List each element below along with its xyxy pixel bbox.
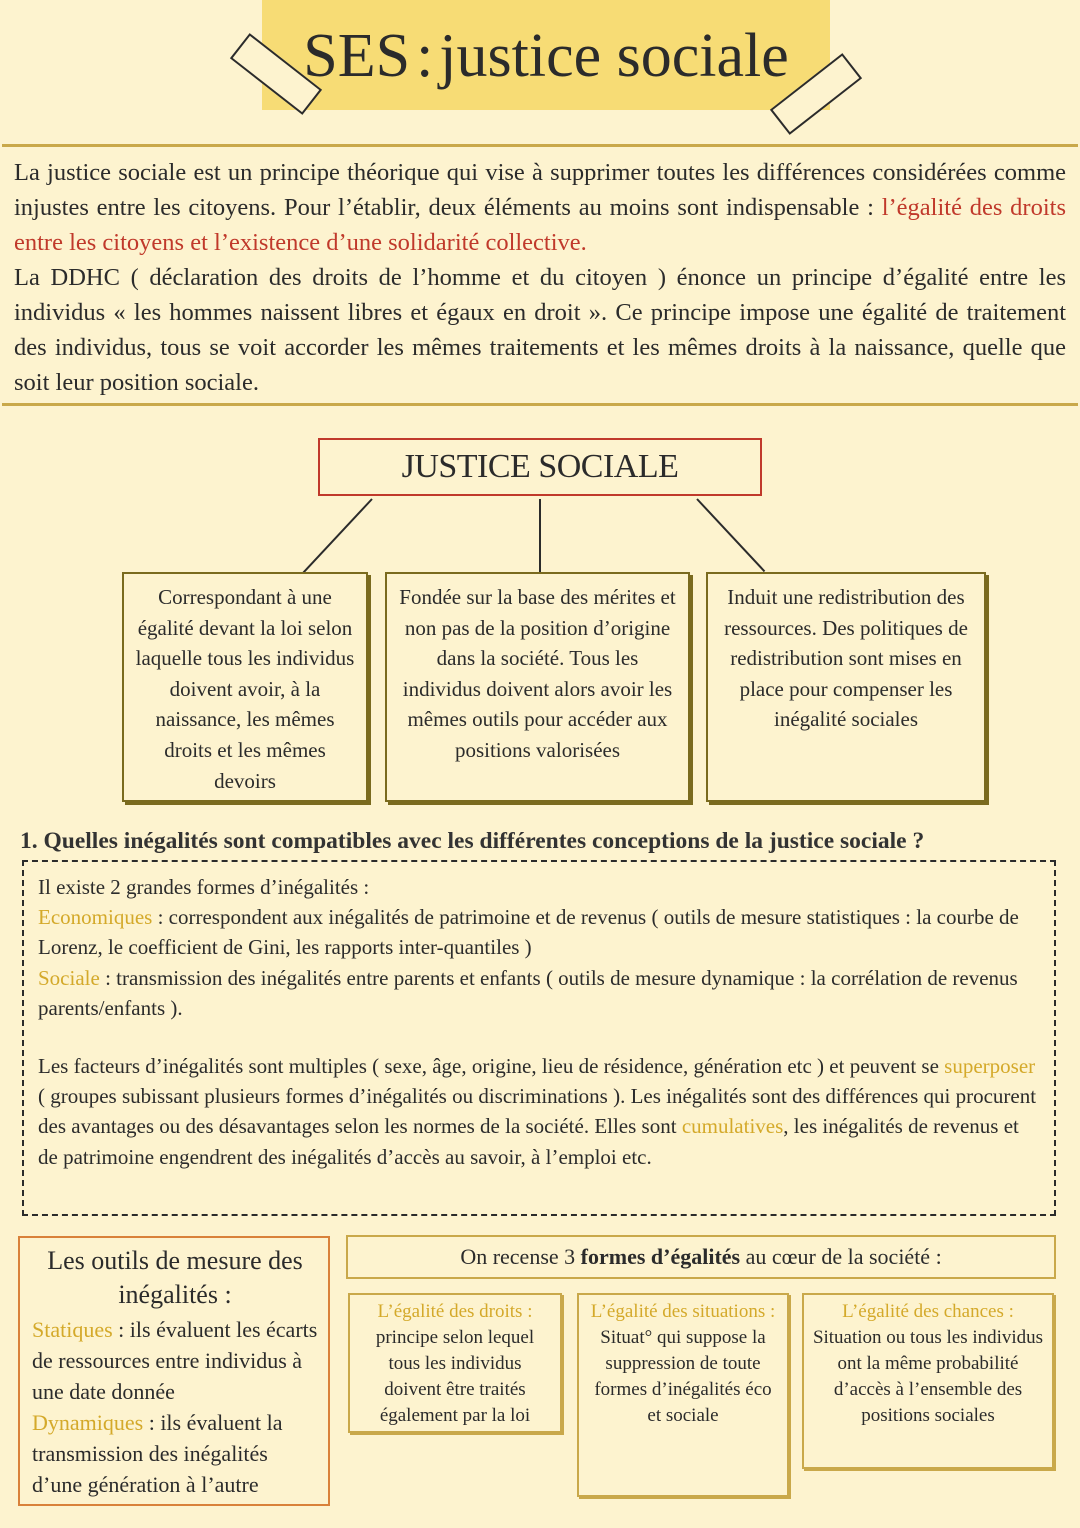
diagram-branch-equality-law: Correspondant à une égalité devant la loi selon laquelle tous les individus doivent avoir, à la naissance, les mêmes droits et les mêmes devoirs: [122, 572, 368, 802]
factors-text-1: Les facteurs d’inégalités sont multiples ( sexe, âge, origine, lieu de résidence, génération etc ) et peuvent se: [38, 1054, 945, 1079]
keyword-cumulatives: cumulatives: [681, 1114, 784, 1139]
inequality-factors: [38, 1051, 1040, 1172]
equality-chances-text: Situation ou tous les individus ont la même probabilité d’accès à l’ensemble des positions sociales: [812, 1327, 1044, 1426]
equalities-header-text-2: au cœur de la société :: [740, 1244, 942, 1269]
intro-paragraph-1: [14, 155, 1066, 260]
diagram-root: JUSTICE SOCIALE: [318, 438, 762, 496]
equalities-header: [346, 1235, 1056, 1279]
diagram-branch-merit: Fondée sur la base des mérites et non pas de la position d’origine dans la société. Tous les individus doivent alors avoir les mêmes outils pour accéder aux positions valorisées: [385, 572, 690, 802]
dynamic-label: Dynamiques: [32, 1410, 144, 1435]
connector-right: [696, 498, 765, 572]
inequalities-box: [22, 860, 1056, 1216]
equality-rights-title: L’égalité des droits :: [377, 1301, 533, 1322]
intro-text: La justice sociale est un principe théorique qui vise à supprimer toutes les différences considérées comme injustes entre les citoyens. Pour l’établir, deux éléments au moins sont indispensable :: [14, 159, 1066, 221]
equality-situations-title: L’égalité des situations :: [590, 1301, 776, 1322]
factors-text-2: ( groupes subissant plusieurs formes d’inégalités ou discriminations ). Les inégalités sont des différences qui procurent des avantages ou des désavantages selon les normes de la société. Elles sont: [38, 1084, 1037, 1139]
dynamic-text: : ils évaluent la transmission des inégalités d’une génération à l’autre: [32, 1410, 283, 1497]
equality-rights-text: principe selon lequel tous les individus doivent être traités également par la loi: [375, 1327, 535, 1426]
tools-static: [32, 1314, 318, 1407]
factors-text-3: , les inégalités de revenus et de patrimoine engendrent des inégalités d’accès au savoir, à l’emploi etc.: [38, 1114, 1019, 1169]
intro-box: [2, 144, 1078, 406]
equalities-header-text-1: On recense 3: [460, 1244, 581, 1269]
title-separator: :: [416, 22, 434, 90]
tools-title: Les outils de mesure des inégalités :: [47, 1246, 303, 1309]
connector-middle: [539, 499, 541, 573]
economic-label: Economiques: [38, 905, 153, 930]
tools-dynamic: [32, 1407, 318, 1500]
economic-text: : correspondent aux inégalités de patrimoine et de revenus ( outils de mesure statistiques : la courbe de Lorenz, le coefficient de Gini, les rapports inter-quantiles ): [38, 905, 1019, 960]
connector-left: [301, 498, 373, 575]
social-text: : transmission des inégalités entre parents et enfants ( outils de mesure dynamique : la corrélation de revenus parents/enfants ).: [38, 965, 1018, 1020]
inequality-economic: [38, 902, 1040, 962]
equality-situations: [577, 1293, 789, 1497]
inequality-social: [38, 963, 1040, 1023]
inequalities-intro: Il existe 2 grandes formes d’inégalités :: [38, 875, 370, 899]
equality-chances-title: L’égalité des chances :: [842, 1301, 1014, 1322]
static-label: Statiques: [32, 1317, 113, 1342]
equality-rights: [348, 1293, 562, 1433]
keyword-superposer: superposer: [944, 1054, 1036, 1079]
equality-situations-text: Situat° qui suppose la suppression de toute formes d’inégalités éco et sociale: [594, 1327, 772, 1426]
spacer: [38, 1023, 1040, 1051]
intro-paragraph-2: La DDHC ( déclaration des droits de l’homme et du citoyen ) énonce un principe d’égalité entre les individus « les hommes naissent libres et égaux en droit ». Ce principe impose une égalité de traitement des individus, tous se voit accorder les mêmes traitements et les mêmes droits à la naissance, quelle que soit leur position sociale.: [14, 264, 1066, 396]
title-main: SES: [303, 22, 411, 90]
equality-chances: [802, 1293, 1054, 1469]
section-question-title: 1. Quelles inégalités sont compatibles avec les différentes conceptions de la justice sociale ?: [20, 828, 925, 854]
measurement-tools-box: [18, 1236, 330, 1506]
page-title: [262, 6, 830, 110]
equalities-header-bold: formes d’égalités: [580, 1244, 741, 1269]
static-text: : ils évaluent les écarts de ressources entre individus à une date donnée: [32, 1317, 318, 1404]
title-subtitle: justice sociale: [439, 22, 789, 90]
intro-highlight: l’égalité des droits entre les citoyens et l’existence d’une solidarité collective.: [14, 194, 1066, 256]
diagram-branch-redistribution: Induit une redistribution des ressources. Des politiques de redistribution sont mises en place pour compenser les inégalité sociales: [706, 572, 986, 802]
social-label: Sociale: [38, 965, 100, 990]
